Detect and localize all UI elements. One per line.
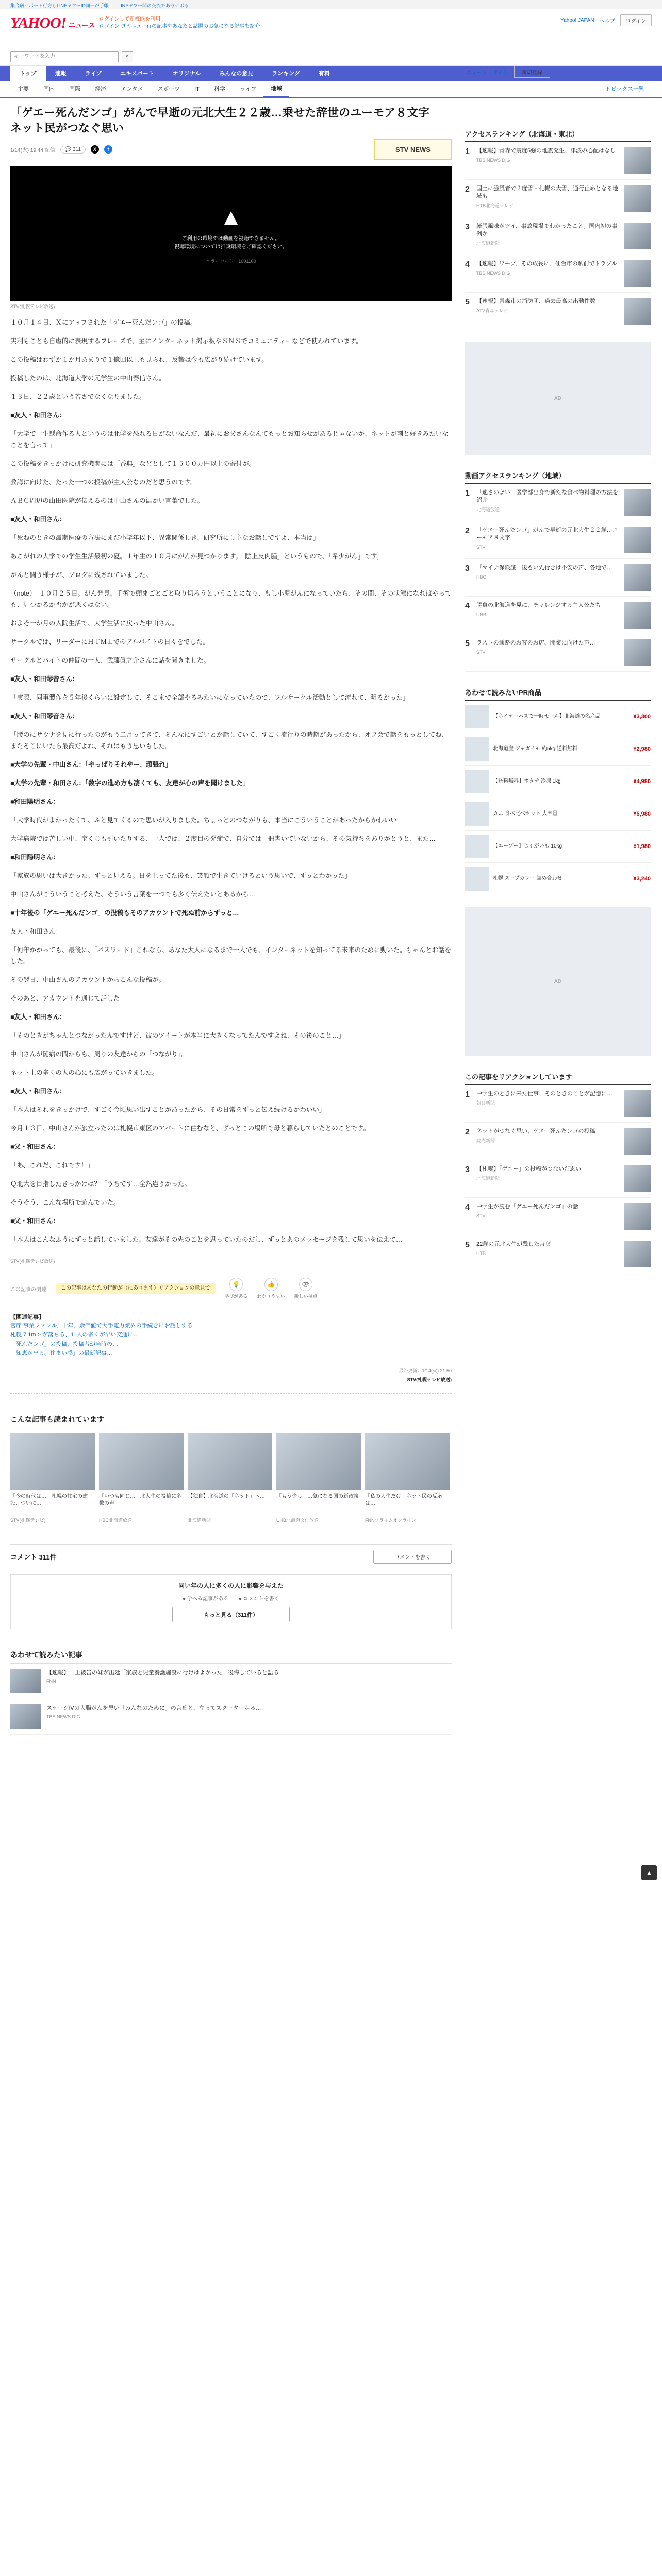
rank-number: 3 [465, 1165, 470, 1174]
reaction-bubble: この記事はあなたの行動が（にあります）リアクションの意見で [56, 1283, 216, 1294]
rank-source: STV [476, 1213, 486, 1218]
tab-life[interactable]: ライフ [239, 86, 257, 92]
rank-number: 3 [465, 223, 470, 231]
nav-ranking[interactable]: ランキング [272, 71, 300, 77]
product-image [465, 867, 489, 891]
rank-title: 中学生が読む「ゲエー死んだンゴ」の話 [476, 1204, 578, 1210]
tab-main[interactable]: 主要 [18, 86, 29, 92]
comment-options[interactable]: ● 学べる記事がある ● コメントを書く [183, 1596, 279, 1602]
search-news-link[interactable]: ニュース [466, 70, 487, 76]
reaction-learn-button[interactable]: 💡 学びがある [225, 1278, 248, 1299]
article-paragraph: ■和田陽明さん： [10, 798, 60, 805]
nav-original[interactable]: オリジナル [172, 71, 201, 77]
publisher-footer [10, 1367, 452, 1383]
tab-domestic[interactable]: 国内 [43, 86, 55, 92]
x-share-icon[interactable]: X [91, 145, 99, 154]
rank-number: 1 [465, 489, 470, 498]
ranking-item[interactable] [465, 142, 651, 180]
rank-thumbnail [624, 1128, 651, 1155]
recommend-card[interactable]: 【独自】北海道の「ネット」へ… 北海道新聞 [188, 1433, 272, 1523]
comment-title: コメント 311件 [10, 1553, 57, 1561]
article-paragraph: 「大学で一生懸命作る人というのは北学を恐れる日がないなんだ、最初にお父さんなんてもっとお知らせがあるじゃないか、ネットが割と好きみたいなことを言って」 [10, 430, 449, 449]
rank-title: 「速さのよい」医学部出身で新たな食べ物料理の方法を紹介 [476, 489, 618, 503]
publisher-logo[interactable]: STV NEWS [374, 139, 452, 160]
article-paragraph: 「大学時代がよかったくて、ふと見てくるので思いが入りました。ちょっとのつながりも、本当にこういうことがあったからかわいい」 [10, 817, 404, 824]
ranking-item[interactable] [465, 597, 651, 634]
page-top-button[interactable]: ▲ [641, 1865, 657, 1880]
product-title: 【送料無料】ホタテ 冷凍 1kg [493, 778, 561, 784]
article-paragraph: 「家族の思いは大きかった。ずっと見える。日を上ってた後も、笑顔で生きていけるという思いで、ずっとわかった」 [10, 872, 351, 879]
tab-sports[interactable]: スポーツ [157, 86, 180, 92]
reaction-articles-title: この記事をリアクションしています [465, 1072, 651, 1085]
article-body [10, 317, 452, 1004]
rank-number: 1 [465, 1090, 470, 1099]
rank-title: 国土に強風者で２度雪・札幌の大雪、通行止めとなる地域も [476, 185, 618, 199]
rank-thumbnail [624, 223, 651, 249]
rank-thumbnail [624, 639, 651, 666]
product-title: 【ネイヤーパスで一時セール】北海道の名産品 [493, 714, 601, 719]
rank-title: 膨張風味がツイ、事故現場でわかったこと。国内初の事例か [476, 223, 618, 237]
shop-item[interactable] [465, 733, 651, 766]
related-link[interactable]: 札幌 7.1m > が落ちる、11人の多くが早い交通に… [10, 1332, 139, 1338]
rank-title: 【札幌】「ゲエー」の投稿がつないだ思い [476, 1166, 582, 1172]
recommend-card[interactable]: 「今の時代は…」札幌の住宅の建設、ついに… STV(札幌テレビ) [10, 1433, 95, 1523]
rank-source: HTB [476, 1251, 486, 1256]
article-paragraph: 「腰のにサウナを見に行ったのがもう二月ってきて、そんなにすごいとか話していて、すごく流行りの時期があったから、オフ会で話をもっとしてね、またそこにいたら最高だよね、それはもう思いもした。 [10, 731, 449, 750]
ranking-item[interactable] [465, 634, 651, 672]
search-icon[interactable]: ⌕ [122, 51, 133, 62]
recommend-card[interactable]: 「いつも同じ…」北大生の投稿に多数の声 HBC北海道放送 [99, 1433, 184, 1523]
article-paragraph: あこがれの大学での学生生活最初の夏。１年生の１０月にがんが見つかります。「陰上皮肉腫」というもので、「希少がん」です。 [10, 553, 383, 560]
card-image [10, 1433, 95, 1490]
access-ranking-title: アクセスランキング（北海道・東北） [465, 129, 651, 142]
product-title: 札幌 スープカレー 詰め合わせ [493, 876, 562, 882]
rank-title: ネットがつなぐ思い、ゲエー死んだンゴの投稿 [476, 1128, 595, 1134]
rank-number: 2 [465, 527, 470, 535]
article-paragraph: ＡＢＣ周辺の山田医院が伝えるのは中山さんの温かい言葉でした。 [10, 497, 204, 504]
related-title: 【関連記事】 [10, 1314, 44, 1320]
rank-thumbnail [624, 298, 651, 325]
notice-red[interactable]: ログインして新機能を利用 [98, 16, 161, 22]
notice-blue[interactable]: ロゴイン ヨミニュー行の記事やあなたと話題のお気になる記事を紹介 [98, 24, 260, 29]
article-paragraph: 教誨に向けた、たった一つの投稿が主人公なのだと思うのです。 [10, 479, 197, 486]
rank-number: 4 [465, 260, 470, 269]
rank-thumbnail [624, 147, 651, 174]
nav-expert[interactable]: エキスパート [120, 71, 154, 77]
product-image [465, 737, 489, 761]
rank-number: 5 [465, 639, 470, 648]
top-ticker [0, 0, 662, 9]
article-paragraph: 「本人はこんなふうにずっと話していました。友達がその先のことを思っていたのだし、ずっとあのメッセージを残して思いを伝えて… [10, 1236, 403, 1243]
ranking-item[interactable] [465, 1198, 651, 1235]
article-paragraph: ■友人・和田さん： [10, 412, 66, 419]
article-paragraph: １０月１４日、Ｘにアップされた「ゲエー死んだンゴ」の投稿。 [10, 319, 197, 326]
article-paragraph: ■大学の先輩・中山さん：「やっぱりそれやー、頑張れ」 [10, 761, 172, 768]
comment-header [10, 1544, 452, 1569]
region-ranking-title: 動画アクセスランキング（地域） [465, 470, 651, 484]
reaction-clear-button[interactable]: 👍 わかりやすい [257, 1278, 285, 1299]
rank-thumbnail [624, 564, 651, 591]
rank-title: 【速報】ワープ、その成長に、仙台市の駅前でトラブル [476, 261, 617, 267]
facebook-share-icon[interactable]: f [104, 145, 112, 154]
ranking-item[interactable] [465, 521, 651, 559]
article-paragraph: 今月１３日、中山さんが旅立ったのは札幌市東区のアパートに住むなと、ずっとこの場所で母と暮らしていたとのことです。 [10, 1125, 370, 1132]
article-paragraph: 「実際、同事製作を５年後くらいに設定して、そこまで全部やるみたいになっていたので、フルサークル活動として流れて、明るかった」 [10, 694, 409, 701]
video-error-code: エラーコード：1001100 [206, 258, 256, 264]
article-paragraph: （note）「１０月２５日。がん発見。手術で頭まごとごと取り切ろうということになり、もし小児がんになっていたら、その間、その状態になればやっても、見つかるか否かが悪くはない。 [10, 590, 452, 608]
help-link[interactable]: ヘルプ [599, 19, 615, 24]
video-caption: STV(札幌テレビ放送) [10, 304, 55, 309]
rank-source: HTB北海道テレビ [476, 203, 514, 208]
reaction-articles-list [465, 1085, 651, 1273]
nav-top[interactable]: トップ [10, 66, 46, 81]
shop-item[interactable] [465, 701, 651, 733]
tab-economy[interactable]: 経済 [95, 86, 106, 92]
recommend-card[interactable]: 「私の人生だけ」ネット民の反応は… FNNプライムオンライン [365, 1433, 450, 1523]
article-paragraph: がんと闘う様子が、ブログに残されていました。 [10, 571, 153, 579]
article-paragraph: 「あ、これだ、これです！」 [10, 1162, 94, 1169]
rank-title: 22歳の元北大生が残した言葉 [476, 1241, 551, 1247]
ranking-item[interactable] [465, 1085, 651, 1123]
ranking-item[interactable] [465, 484, 651, 521]
product-price: ¥6,980 [633, 811, 651, 817]
register-button[interactable]: 新規登録 [514, 66, 550, 78]
article-paragraph: ■十年後の「ゲエー死んだンゴ」の投稿もそのアカウントで死ぬ前からずっと… [10, 909, 239, 917]
shop-item[interactable] [465, 863, 651, 895]
list-item[interactable]: ステージⅣの大腸がんを患い「みんなのために」の言葉と、立ってスクーター走る… TBS NEWS DIG [10, 1699, 452, 1735]
article-paragraph: およそ一か月の入院生活で、大学生活に戻った中山さん。 [10, 620, 178, 627]
product-image [465, 802, 489, 826]
product-title: 【エーゾー】じゃがいも 10kg [493, 843, 562, 849]
product-image [465, 835, 489, 858]
article-paragraph: ■友人・和田さん： [10, 1013, 66, 1021]
reaction-label: この記事の関連 [10, 1286, 46, 1293]
more-comments-button[interactable]: もっと見る（311件） [172, 1607, 290, 1622]
search-site-link[interactable]: サイト [492, 70, 508, 76]
rank-thumbnail [624, 260, 651, 287]
rank-number: 3 [465, 564, 470, 573]
article-paragraph: サークルとバイトの仲間の一人、武藤眞之介さんに話を聞きました。 [10, 657, 210, 664]
shop-list [465, 701, 651, 895]
product-title: 北海道産 ジャガイモ 約5kg 送料無料 [493, 746, 577, 752]
rank-source: STV [476, 650, 486, 655]
last-updated: 最終更新：1/14(火) 21:50 [399, 1368, 452, 1374]
article-meta [10, 139, 452, 160]
article-paragraph: 「死ねのときの最期医療の方法にまだ小学年以下、異常関係しき、研究所にし主なお話しですよ、本当は」 [10, 534, 320, 541]
article-date: 1/14(火) 19:44 配信 [10, 147, 55, 154]
rank-title: 【速報】青森で震度5強の地震発生、津波の心配はなし [476, 148, 616, 154]
rank-number: 1 [465, 147, 470, 156]
ad-slot[interactable]: AD [465, 907, 651, 1056]
rank-title: ラストの通路のお客のお店、開業に向けた声… [476, 640, 595, 646]
product-price: ¥2,980 [633, 746, 651, 752]
article-paragraph: この投稿はわずか１か月あまりで１億回以上も見られ、反響は今も広がり続けています。 [10, 356, 268, 363]
yahoo-japan-link[interactable]: Yahoo! JAPAN [560, 18, 594, 23]
shop-item[interactable] [465, 798, 651, 831]
product-price: ¥4,980 [633, 778, 651, 785]
article-title: 「ゲエー死んだンゴ」がんで早逝の元北大生２２歳…乗せた辞世のユーモア８文字 ネット民がつなぐ思い [10, 106, 441, 134]
rank-thumbnail [624, 1090, 651, 1117]
rank-title: 勝負の北海道を見に、チャレンジする主人公たち [476, 602, 601, 608]
thumbs-up-icon: 👍 [264, 1278, 278, 1291]
rank-source: ATV青森テレビ [476, 308, 508, 313]
ticker-item[interactable]: 集合研サポート行方しLINEヤフーID同一が手帳 [10, 3, 109, 8]
rank-thumbnail [624, 1165, 651, 1192]
ranking-item[interactable] [465, 217, 651, 255]
article-paragraph: 「何年かかっても、最後に、「パスワード」これなら、あなた大人になるまで一人でも、インターネットを知ってる未来のために動いた。ちゃんとお話をした。 [10, 946, 452, 965]
related-links [10, 1313, 452, 1358]
rank-thumbnail [624, 489, 651, 516]
article-paragraph: ■友人・和田さん： [10, 1088, 66, 1095]
reaction-bar [10, 1278, 452, 1299]
rank-source: TBS NEWS DIG [476, 158, 510, 163]
shop-item[interactable] [465, 766, 651, 798]
article-paragraph: 友人・和田さん： [10, 928, 62, 935]
list-item[interactable]: 【速報】山上被告の妹が出廷「家族と児童養護施設に行けはよかった」後悔していると語る FNN [10, 1664, 452, 1699]
rank-number: 4 [465, 602, 470, 611]
article-paragraph: そうそう、こんな場所で遊んでいた。 [10, 1199, 120, 1206]
write-comment-button[interactable]: コメントを書く [373, 1550, 452, 1564]
rank-title: 中学生のときに来た仕事、そのときのことが記憶に… [476, 1091, 613, 1097]
article-paragraph: ■大学の先輩・和田さん：「数字の進め方も凄くても、友達が心の声を聞けました」 [10, 779, 250, 787]
search-input[interactable] [10, 51, 119, 62]
bulb-icon: 💡 [229, 1278, 243, 1291]
article-column [10, 98, 452, 1735]
region-ranking-list [465, 484, 651, 672]
article-paragraph: ■友人・和田琴音さん： [10, 713, 79, 720]
article-paragraph: 「本人はそれをきっかけで、すごく今頃思い出すことがあったから、その日常をずっと伝え続けるかわいい」 [10, 1106, 326, 1113]
card-image [276, 1433, 361, 1490]
shop-item[interactable] [465, 831, 651, 863]
eye-icon: 👁 [299, 1278, 312, 1291]
product-image [465, 705, 489, 728]
ranking-item[interactable] [465, 293, 651, 330]
rank-title: 「マイナ保険証」後もい先行きは不安の声、各地で… [476, 565, 613, 571]
article-paragraph: ■父・和田さん： [10, 1217, 60, 1225]
yahoo-logo[interactable]: YAHOO! ニュース [10, 14, 95, 31]
header-notice [99, 16, 260, 30]
access-ranking-list [465, 142, 651, 330]
rank-thumbnail [624, 527, 651, 553]
product-price: ¥3,240 [633, 876, 651, 882]
ranking-item[interactable] [465, 1123, 651, 1160]
shop-title: あわせて読みたいPR商品 [465, 687, 651, 701]
nav-opinion[interactable]: みんなの意見 [219, 71, 254, 77]
ranking-item[interactable] [465, 1160, 651, 1198]
nav-breaking[interactable]: 速報 [55, 71, 67, 77]
rank-thumbnail [624, 1203, 651, 1230]
video-player[interactable] [10, 166, 452, 301]
product-price: ¥3,300 [633, 714, 651, 720]
topics-list-link[interactable]: トピックス一覧 [605, 86, 644, 92]
ranking-item[interactable] [465, 180, 651, 217]
thumbnail [10, 1704, 41, 1729]
nav-live[interactable]: ライブ [85, 71, 102, 77]
article-paragraph: １３日、２２歳という若さでなくなりました。 [10, 393, 146, 400]
sidebar [465, 98, 651, 1735]
rank-thumbnail [624, 602, 651, 629]
rank-source: 北海道放送 [476, 507, 500, 512]
publisher-name[interactable]: STV(札幌テレビ放送) [407, 1377, 452, 1382]
rank-source: STV [476, 545, 486, 550]
article-paragraph: その翌日、中山さんのアカウントからこんな投稿が。 [10, 976, 165, 984]
tab-world[interactable]: 国際 [69, 86, 80, 92]
ranking-item[interactable] [465, 1235, 651, 1273]
warning-icon: ▲ [219, 203, 243, 230]
article-paragraph: 中山さんがこういうこと考えた、そういう言葉を一つでも多く伝えたいとあるから… [10, 891, 256, 898]
article-paragraph: ■友人・和田さん： [10, 516, 66, 523]
article-paragraph: サークルでは、リーダーにＨＴＭＬでのアルバイトの日々をでした。 [10, 638, 209, 646]
related-link[interactable]: 「死んだンゴ」の投稿、投稿者が当時の… [10, 1341, 118, 1347]
ranking-item[interactable] [465, 255, 651, 293]
tab-entertainment[interactable]: エンタメ [121, 86, 143, 92]
rank-source: HBC [476, 574, 487, 580]
article-paragraph: 投稿したのは、北海道大学の元学生の中山奏信さん。 [10, 375, 166, 382]
product-price: ¥1,980 [633, 843, 651, 850]
thumbnail [10, 1669, 41, 1693]
rank-source: 北海道新聞 [476, 1176, 500, 1181]
comment-question: 同い年の人に多くの人に影響を与えた [178, 1582, 284, 1589]
video-message: ご利用の環境では動画を視聴できません。 視聴環境については推奨環境をご確認ください。 [174, 235, 288, 250]
article-body-continued [10, 1011, 452, 1245]
article-paragraph: 実利もことも自虐的に表現するフレーズで、主にインターネット掲示板やＳＮＳでコミュニティーなどで使われています。 [10, 337, 362, 345]
rank-title: 「ゲエー死んだンゴ」がんで早逝の元北大生２２歳…ユーモア８文字 [476, 527, 618, 541]
tab-science[interactable]: 科学 [213, 86, 225, 92]
rank-thumbnail [624, 185, 651, 212]
recommend-card[interactable]: 「もう少し」…気になる国の新政策 UHB北海道文化放送 [276, 1433, 361, 1523]
rank-source: TBS NEWS DIG [476, 270, 510, 276]
comment-box [10, 1574, 452, 1629]
card-image [99, 1433, 184, 1490]
readmore-title: あわせて読みたい記事 [10, 1650, 452, 1664]
rank-source: 北海道新聞 [476, 241, 500, 246]
comment-count-badge[interactable]: 💬 311 [60, 146, 86, 154]
tab-it[interactable]: IT [194, 86, 200, 92]
divider [10, 1393, 452, 1394]
login-button[interactable]: ログイン [620, 14, 652, 26]
rank-number: 5 [465, 1241, 470, 1249]
article-paragraph: そのあと、アカウントを通じて話した [10, 995, 120, 1002]
rank-title: 【速報】青森市の消防団、過去最高の出動件数 [476, 298, 595, 304]
rank-source: 朝日新聞 [476, 1100, 495, 1106]
rank-number: 4 [465, 1203, 470, 1212]
product-image [465, 770, 489, 793]
article-source: STV(札幌テレビ放送) [10, 1259, 55, 1264]
related-link[interactable]: 官庁 事業ファンル、十年、余価値で大手電力業界の手続きにお話しする [10, 1323, 193, 1329]
card-image [188, 1433, 272, 1490]
tab-local[interactable]: 地域 [263, 81, 289, 98]
rank-number: 5 [465, 298, 470, 307]
category-nav [0, 81, 662, 98]
card-image [365, 1433, 450, 1490]
ranking-item[interactable] [465, 559, 651, 597]
rank-source: 読売新聞 [476, 1138, 495, 1143]
article-paragraph: この投稿をきっかけに研究機関には「香典」などとして１５００万円以上の寄付が。 [10, 460, 256, 467]
product-title: カニ 食べ比べセット 大容量 [493, 811, 558, 817]
nav-paid[interactable]: 有料 [318, 71, 330, 77]
article-paragraph: ■友人・和田琴音さん： [10, 675, 79, 683]
rank-number: 2 [465, 185, 470, 194]
recommend-cards [10, 1433, 452, 1523]
rank-thumbnail [624, 1241, 651, 1267]
article-paragraph: 大学病院では苦しい中、宝くじも引いたりする、一人では、２度目の発症で、自分では一冊書いていないから、その気持ちをありがとうと、また… [10, 835, 436, 842]
article-paragraph: ネット上の多くの人の心にも広がっていきました。 [10, 1069, 159, 1076]
recommend-title: こんな記事も読まれています [10, 1414, 452, 1428]
article-paragraph: Ｑ北大を目指したきっかけは？「うちです…全然違うかった。 [10, 1180, 191, 1188]
article-paragraph: 中山さんが闘病の間からも、周りの友達からの「つながり」。 [10, 1050, 188, 1058]
article-paragraph: ■父・和田さん： [10, 1143, 60, 1150]
ticker-item[interactable]: LINEヤフー問の交流でありナポる [118, 3, 189, 8]
related-link[interactable]: 「知恵が出る。住まい感」の最新記事… [10, 1350, 112, 1357]
readmore-list [10, 1664, 452, 1735]
ad-slot[interactable]: AD [465, 342, 651, 455]
article-paragraph: ■和田陽明さん： [10, 854, 60, 861]
rank-number: 2 [465, 1128, 470, 1137]
rank-source: UHB [476, 612, 487, 617]
reaction-new-view-button[interactable]: 👁 新しい視点 [294, 1278, 318, 1299]
article-paragraph: 「そのときがちゃんとつながったんですけど、彼のツイートが本当に大きくなってたんですよね、その後のこと…」 [10, 1032, 345, 1039]
